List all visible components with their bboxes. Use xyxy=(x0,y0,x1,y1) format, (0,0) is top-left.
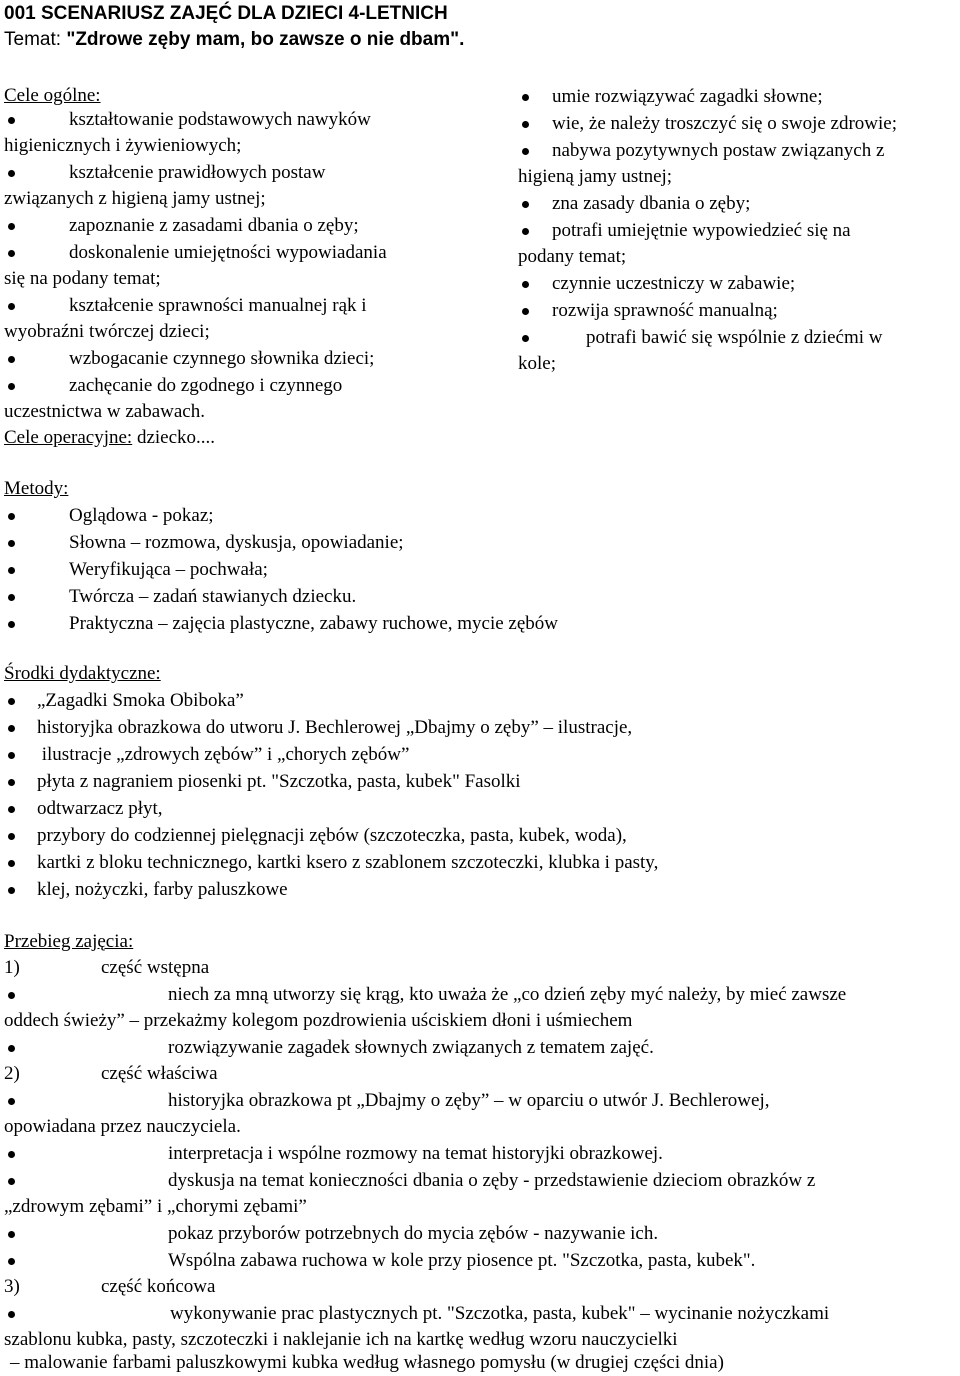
bullet-dot xyxy=(8,1258,15,1265)
list-item: Słowna – rozmowa, dyskusja, opowiadanie; xyxy=(69,532,404,553)
bullet-dot xyxy=(8,806,15,813)
list-item-continuation: higieną jamy ustnej; xyxy=(518,166,673,187)
bullet-dot xyxy=(522,148,529,155)
bullet-dot xyxy=(8,567,15,574)
part-1-title: część wstępna xyxy=(101,957,210,978)
bullet-dot xyxy=(8,779,15,786)
list-item-continuation: „zdrowym zębami” i „chorymi zębami” xyxy=(4,1196,307,1217)
bullet-dot xyxy=(8,303,15,310)
topic-label: Temat: xyxy=(4,29,67,50)
bullet-dot xyxy=(8,833,15,840)
cele-operacyjne-line xyxy=(4,425,215,451)
list-item: Twórcza – zadań stawianych dziecku. xyxy=(69,586,357,607)
list-item: doskonalenie umiejętności wypowiadania xyxy=(69,242,387,263)
list-item-continuation: uczestnictwa w zabawach. xyxy=(4,401,205,422)
bullet-dot xyxy=(8,752,15,759)
list-item: kształtowanie podstawowych nawyków xyxy=(69,109,371,130)
list-item: umie rozwiązywać zagadki słowne; xyxy=(552,86,823,107)
bullet-dot xyxy=(8,1098,15,1105)
list-item-continuation: kole; xyxy=(518,353,556,374)
list-item: potrafi umiejętnie wypowiedzieć się na xyxy=(552,220,851,241)
przebieg-heading: Przebieg zajęcia: xyxy=(4,931,134,952)
bullet-dot xyxy=(522,228,529,235)
list-item: historyjka obrazkowa pt „Dbajmy o zęby” – w oparciu o utwór J. Bechlerowej, xyxy=(168,1090,770,1111)
topic-value: "Zdrowe zęby mam, bo zawsze o nie dbam". xyxy=(66,29,465,50)
bullet-dot xyxy=(8,383,15,390)
list-item-continuation: wyobraźni twórczej dzieci; xyxy=(4,321,210,342)
part-1-number: 1) xyxy=(4,957,20,978)
list-item-continuation: związanych z higieną jamy ustnej; xyxy=(4,188,266,209)
part-2-number: 2) xyxy=(4,1063,20,1084)
list-item: kształcenie sprawności manualnej rąk i xyxy=(69,295,367,316)
list-item-continuation: oddech świeży” – przekażmy kolegom pozdrowienia uściskiem dłoni i uśmiechem xyxy=(4,1010,633,1031)
list-item: klej, nożyczki, farby paluszkowe xyxy=(37,879,288,900)
bullet-dot xyxy=(522,121,529,128)
list-item: Praktyczna – zajęcia plastyczne, zabawy ruchowe, mycie zębów xyxy=(69,613,559,634)
list-item: przybory do codziennej pielęgnacji zębów (szczoteczka, pasta, kubek, woda), xyxy=(37,825,627,846)
srodki-heading: Środki dydaktyczne: xyxy=(4,663,161,684)
document-title: 001 SCENARIUSZ ZAJĘĆ DLA DZIECI 4-LETNICH xyxy=(4,3,448,24)
bullet-dot xyxy=(8,223,15,230)
list-item: zna zasady dbania o zęby; xyxy=(552,193,751,214)
metody-heading: Metody: xyxy=(4,478,69,499)
list-item: zachęcanie do zgodnego i czynnego xyxy=(69,375,343,396)
list-item: Weryfikująca – pochwała; xyxy=(69,559,268,580)
bullet-dot xyxy=(8,170,15,177)
list-item: czynnie uczestniczy w zabawie; xyxy=(552,273,796,294)
list-item: „Zagadki Smoka Obiboka” xyxy=(37,690,244,711)
bullet-dot xyxy=(522,308,529,315)
part-2-title: część właściwa xyxy=(101,1063,218,1084)
bullet-dot xyxy=(8,621,15,628)
list-item: kartki z bloku technicznego, kartki ksero z szablonem szczoteczki, klubka i pasty, xyxy=(37,852,659,873)
bullet-dot xyxy=(8,698,15,705)
bullet-dot xyxy=(522,281,529,288)
topic-line xyxy=(4,28,464,52)
list-item-continuation: higienicznych i żywieniowych; xyxy=(4,135,242,156)
bullet-dot xyxy=(8,513,15,520)
list-item: wie, że należy troszczyć się o swoje zdrowie; xyxy=(552,113,898,134)
bullet-dot xyxy=(8,1231,15,1238)
cele-ogolne-heading: Cele ogólne: xyxy=(4,85,101,106)
list-item: historyjka obrazkowa do utworu J. Bechlerowej „Dbajmy o zęby” – ilustracje, xyxy=(37,717,633,738)
list-item: wykonywanie prac plastycznych pt. "Szczotka, pasta, kubek" – wycinanie nożyczkami xyxy=(170,1303,830,1324)
bullet-dot xyxy=(8,117,15,124)
list-item-continuation: się na podany temat; xyxy=(4,268,161,289)
bullet-dot xyxy=(8,1151,15,1158)
bullet-dot xyxy=(522,335,529,342)
bullet-dot xyxy=(8,356,15,363)
list-item-continuation: opowiadana przez nauczyciela. xyxy=(4,1116,241,1137)
list-item: ilustracje „zdrowych zębów” i „chorych zębów” xyxy=(37,744,410,765)
bullet-dot xyxy=(8,540,15,547)
list-item: Wspólna zabawa ruchowa w kole przy piosence pt. "Szczotka, pasta, kubek". xyxy=(168,1250,756,1271)
list-item: rozwiązywanie zagadek słownych związanych z tematem zajęć. xyxy=(168,1037,654,1058)
list-item: kształcenie prawidłowych postaw xyxy=(69,162,326,183)
list-item: potrafi bawić się wspólnie z dziećmi w xyxy=(586,327,883,348)
bullet-dot xyxy=(8,992,15,999)
part-3-title: część końcowa xyxy=(101,1276,216,1297)
bullet-dot xyxy=(8,594,15,601)
list-item: płyta z nagraniem piosenki pt. "Szczotka, pasta, kubek" Fasolki xyxy=(37,771,521,792)
bullet-dot xyxy=(522,94,529,101)
list-item: Oglądowa - pokaz; xyxy=(69,505,214,526)
cele-operacyjne-heading: Cele operacyjne: xyxy=(4,427,133,448)
list-item: pokaz przyborów potrzebnych do mycia zębów - nazywanie ich. xyxy=(168,1223,659,1244)
list-item: zapoznanie z zasadami dbania o zęby; xyxy=(69,215,359,236)
bullet-dot xyxy=(8,1311,15,1318)
final-note-line: – malowanie farbami paluszkowymi kubka według własnego pomysłu (w drugiej części dnia) xyxy=(10,1352,724,1373)
list-item: odtwarzacz płyt, xyxy=(37,798,163,819)
list-item: nabywa pozytywnych postaw związanych z xyxy=(552,140,885,161)
bullet-dot xyxy=(522,201,529,208)
list-item-continuation: szablonu kubka, pasty, szczoteczki i naklejanie ich na kartkę według wzoru nauczycielki xyxy=(4,1329,678,1350)
bullet-dot xyxy=(8,725,15,732)
bullet-dot xyxy=(8,1178,15,1185)
list-item: dyskusja na temat konieczności dbania o zęby - przedstawienie dzieciom obrazków z xyxy=(168,1170,816,1191)
part-3-number: 3) xyxy=(4,1276,20,1297)
bullet-dot xyxy=(8,1045,15,1052)
cele-operacyjne-value: dziecko.... xyxy=(132,427,216,448)
list-item: rozwija sprawność manualną; xyxy=(552,300,778,321)
bullet-dot xyxy=(8,860,15,867)
list-item: interpretacja i wspólne rozmowy na temat historyjki obrazkowej. xyxy=(168,1143,663,1164)
bullet-dot xyxy=(8,887,15,894)
list-item: wzbogacanie czynnego słownika dzieci; xyxy=(69,348,375,369)
list-item: niech za mną utworzy się krąg, kto uważa że „co dzień zęby myć należy, by mieć zawsze xyxy=(168,984,847,1005)
bullet-dot xyxy=(8,250,15,257)
list-item-continuation: podany temat; xyxy=(518,246,627,267)
